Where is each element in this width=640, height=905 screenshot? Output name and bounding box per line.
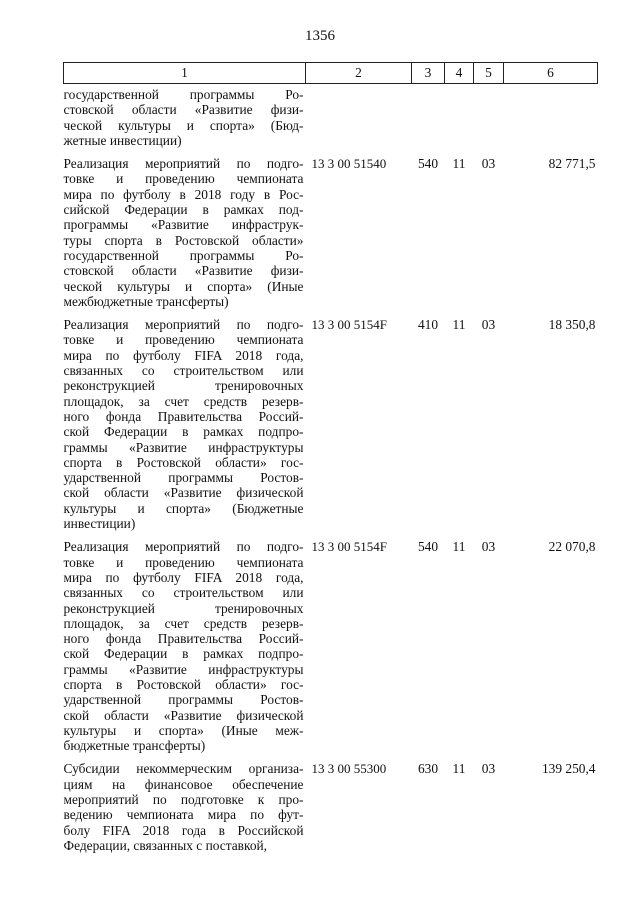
expense-type: 540	[417, 156, 439, 172]
target-article-code: 13 3 00 5154F	[311, 539, 387, 555]
description-line: стовской области «Развитие физи-	[63, 102, 304, 118]
target-article-code: 13 3 00 51540	[311, 156, 387, 172]
description-line: мира по футболу FIFA 2018 года,	[63, 347, 304, 363]
subsection-code: 03	[481, 156, 496, 172]
description-line: товке и проведению чемпионата	[63, 332, 304, 348]
table-row	[64, 531, 598, 753]
description-line: государственной программы Ро-	[63, 87, 304, 102]
description-line: циям на финансовое обеспечение	[63, 776, 304, 792]
description-line: ческой культуры и спорта» (Бюд-	[63, 117, 304, 133]
table-row	[64, 753, 598, 853]
description-line: Реализация мероприятий по подго-	[63, 317, 304, 333]
header-row	[64, 63, 598, 84]
table-body	[64, 84, 598, 854]
description-line: ской Федерации в рамках подпро-	[63, 646, 304, 662]
expense-type: 410	[417, 317, 439, 333]
description-line: связанных со строительством или	[63, 363, 304, 379]
table-row	[64, 84, 598, 149]
description-line: туры спорта в Ростовской области»	[63, 232, 304, 248]
description-line: спорта в Ростовской области» гос-	[63, 454, 304, 470]
description-line: ударственной программы Ростов-	[63, 470, 304, 486]
section-code: 11	[452, 761, 466, 777]
description-line: спорта в Ростовской области» гос-	[63, 676, 304, 692]
section-code: 11	[452, 539, 466, 555]
row-description	[64, 309, 306, 531]
section-code: 11	[452, 317, 466, 333]
description-line: болу FIFA 2018 года в Российской	[63, 822, 304, 838]
description-line: ведению чемпионата мира по фут-	[63, 807, 304, 823]
description-line: Федерации, связанных с поставкой,	[63, 837, 268, 853]
row-description	[64, 753, 306, 853]
description-line: граммы «Развитие инфраструктуры	[63, 439, 304, 455]
description-line: сийской Федерации в рамках под-	[63, 202, 304, 218]
target-article-code	[306, 84, 412, 149]
expense-type: 630	[417, 761, 439, 777]
description-line: культуры и спорта» (Бюджетные	[63, 500, 304, 516]
amount-value: 22 070,8	[548, 539, 596, 555]
subsection-code: 03	[481, 761, 496, 777]
description-line: мира по футболу в 2018 году в Рос-	[63, 186, 304, 202]
description-line: ской области «Развитие физической	[63, 485, 304, 501]
expense-type: 540	[417, 539, 439, 555]
description-line: бюджетные трансферты)	[63, 738, 206, 754]
table-row	[64, 309, 598, 531]
row-description	[64, 531, 306, 753]
description-line: межбюджетные трансферты)	[63, 293, 229, 309]
amount-value: 139 250,4	[541, 761, 596, 777]
table-row	[64, 148, 598, 309]
subsection-code: 03	[481, 317, 496, 333]
description-line: жетные инвестиции)	[63, 132, 182, 148]
column-header-4: 4	[445, 63, 474, 84]
description-line: Реализация мероприятий по подго-	[63, 156, 304, 172]
description-line: ного фонда Правительства Россий-	[63, 408, 304, 424]
description-line: программы «Развитие инфраструк-	[63, 217, 304, 233]
description-line: товке и проведению чемпионата	[63, 554, 304, 570]
amount-value: 82 771,5	[548, 156, 596, 172]
description-line: ской области «Развитие физической	[63, 707, 304, 723]
amount-value	[504, 84, 598, 149]
description-line: площадок, за счет средств резерв-	[63, 615, 304, 631]
description-line: площадок, за счет средств резерв-	[63, 393, 304, 409]
description-line: связанных со строительством или	[63, 585, 304, 601]
page-number: 1356	[305, 28, 335, 44]
column-header-3: 3	[412, 63, 445, 84]
description-line: товке и проведению чемпионата	[63, 171, 304, 187]
subsection-code	[474, 84, 504, 149]
budget-table	[63, 62, 598, 853]
description-line: граммы «Развитие инфраструктуры	[63, 661, 304, 677]
column-header-1: 1	[64, 63, 306, 84]
section-code: 11	[452, 156, 466, 172]
amount-value: 18 350,8	[548, 317, 596, 333]
description-line: мероприятий по подготовке к про-	[63, 792, 304, 808]
description-line: инвестиции)	[63, 516, 136, 532]
target-article-code: 13 3 00 5154F	[311, 317, 387, 333]
row-description	[64, 84, 306, 149]
expense-type	[412, 84, 445, 149]
subsection-code: 03	[481, 539, 496, 555]
description-line: ного фонда Правительства Россий-	[63, 631, 304, 647]
target-article-code: 13 3 00 55300	[311, 761, 387, 777]
description-line: реконструкцией тренировочных	[63, 600, 304, 616]
description-line: культуры и спорта» (Иные меж-	[63, 722, 304, 738]
description-line: мира по футболу FIFA 2018 года,	[63, 569, 304, 585]
description-line: Реализация мероприятий по подго-	[63, 539, 304, 555]
description-line: ческой культуры и спорта» (Иные	[63, 278, 304, 294]
description-line: стовской области «Развитие физи-	[63, 263, 304, 279]
section-code	[445, 84, 474, 149]
column-header-2: 2	[306, 63, 412, 84]
description-line: Субсидии некоммерческим организа-	[63, 761, 304, 777]
description-line: реконструкцией тренировочных	[63, 378, 304, 394]
description-line: государственной программы Ро-	[63, 247, 304, 263]
description-line: ударственной программы Ростов-	[63, 692, 304, 708]
row-description	[64, 148, 306, 309]
column-header-5: 5	[474, 63, 504, 84]
column-header-6: 6	[504, 63, 598, 84]
description-line: ской Федерации в рамках подпро-	[63, 424, 304, 440]
